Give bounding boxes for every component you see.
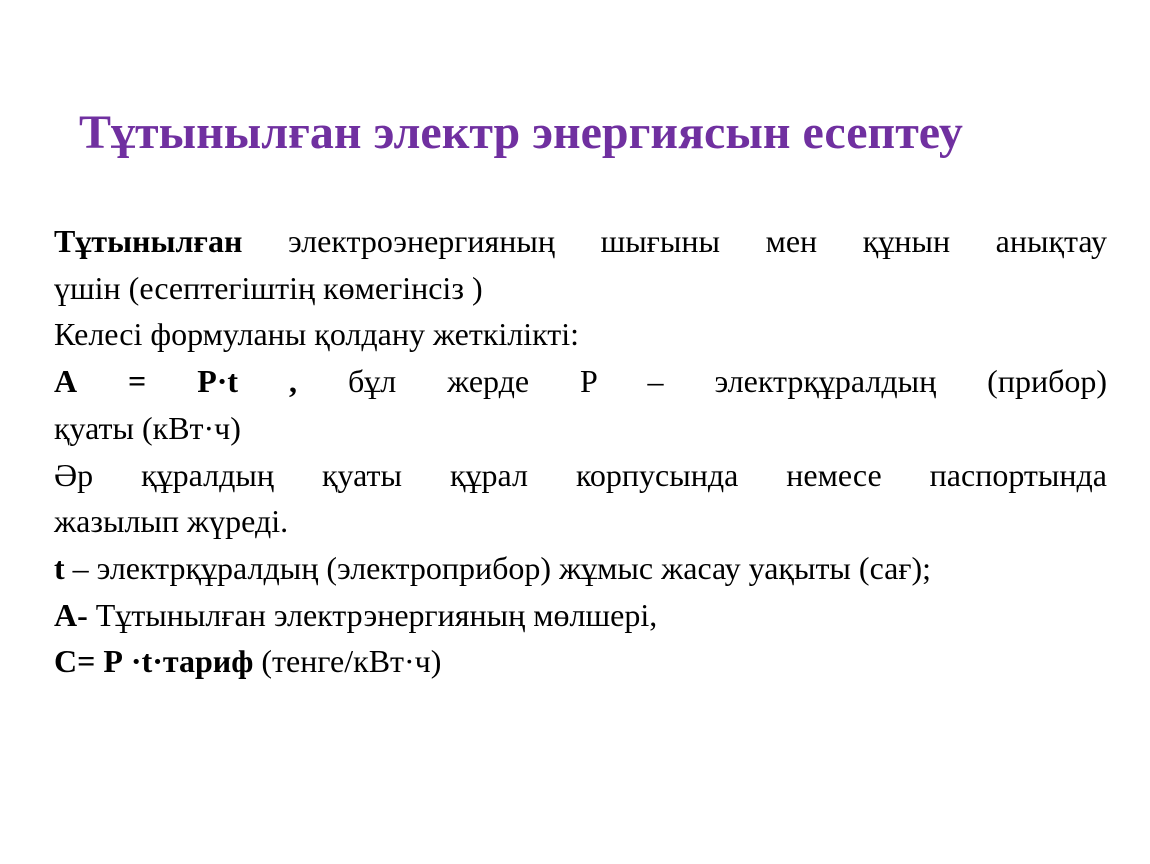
energy-definition-text: Тұтынылған электрэнергияның мөлшері, [95,596,658,633]
paragraph-formula-intro [54,311,1107,358]
cost-formula: С= Р ·t·тариф [54,643,254,680]
paragraph-time-definition [54,545,1107,592]
cost-formula-unit: (тенге/кВт·ч) [261,643,442,680]
time-symbol: t [54,549,65,586]
slide-title: Тұтынылған электр энергиясын есептеу [79,106,963,159]
energy-formula-line-2: қуаты (кВт·ч) [54,409,241,446]
energy-definition-line [54,592,1107,639]
cost-formula-line [54,638,1107,685]
paragraph-purpose-line-2: үшін (есептегіштің көмегінсіз ) [54,269,483,306]
paragraph-purpose-line-1 [54,218,1107,265]
paragraph-energy-definition [54,592,1107,639]
time-definition-line [54,545,1107,592]
purpose-text: электроэнергияның шығыны мен құнын анықтау [288,223,1108,259]
energy-formula: А = P·t , [54,363,298,400]
energy-formula-line-1 [54,358,1107,405]
paragraph-cost-formula [54,638,1107,685]
time-definition-text: – электрқұралдың (электроприбор) жұмыс жасау уақыты (сағ); [72,549,932,586]
power-location-line-1: Әр құралдың қуаты құрал корпусында немесе паспортында [54,456,1107,493]
power-location-line-2: жазылып жүреді. [54,503,289,540]
formula-intro-text: Келесі формуланы қолдану жеткілікті: [54,316,580,353]
slide-body [54,218,1107,685]
paragraph-energy-formula [54,358,1107,451]
energy-formula-explanation: бұл жерде P – электрқұралдың (прибор) [347,363,1108,400]
paragraph-power-location [54,452,1107,545]
paragraph-purpose [54,218,1107,311]
energy-symbol: А- [54,596,88,633]
bold-term-consumed: Тұтынылған [54,223,243,259]
